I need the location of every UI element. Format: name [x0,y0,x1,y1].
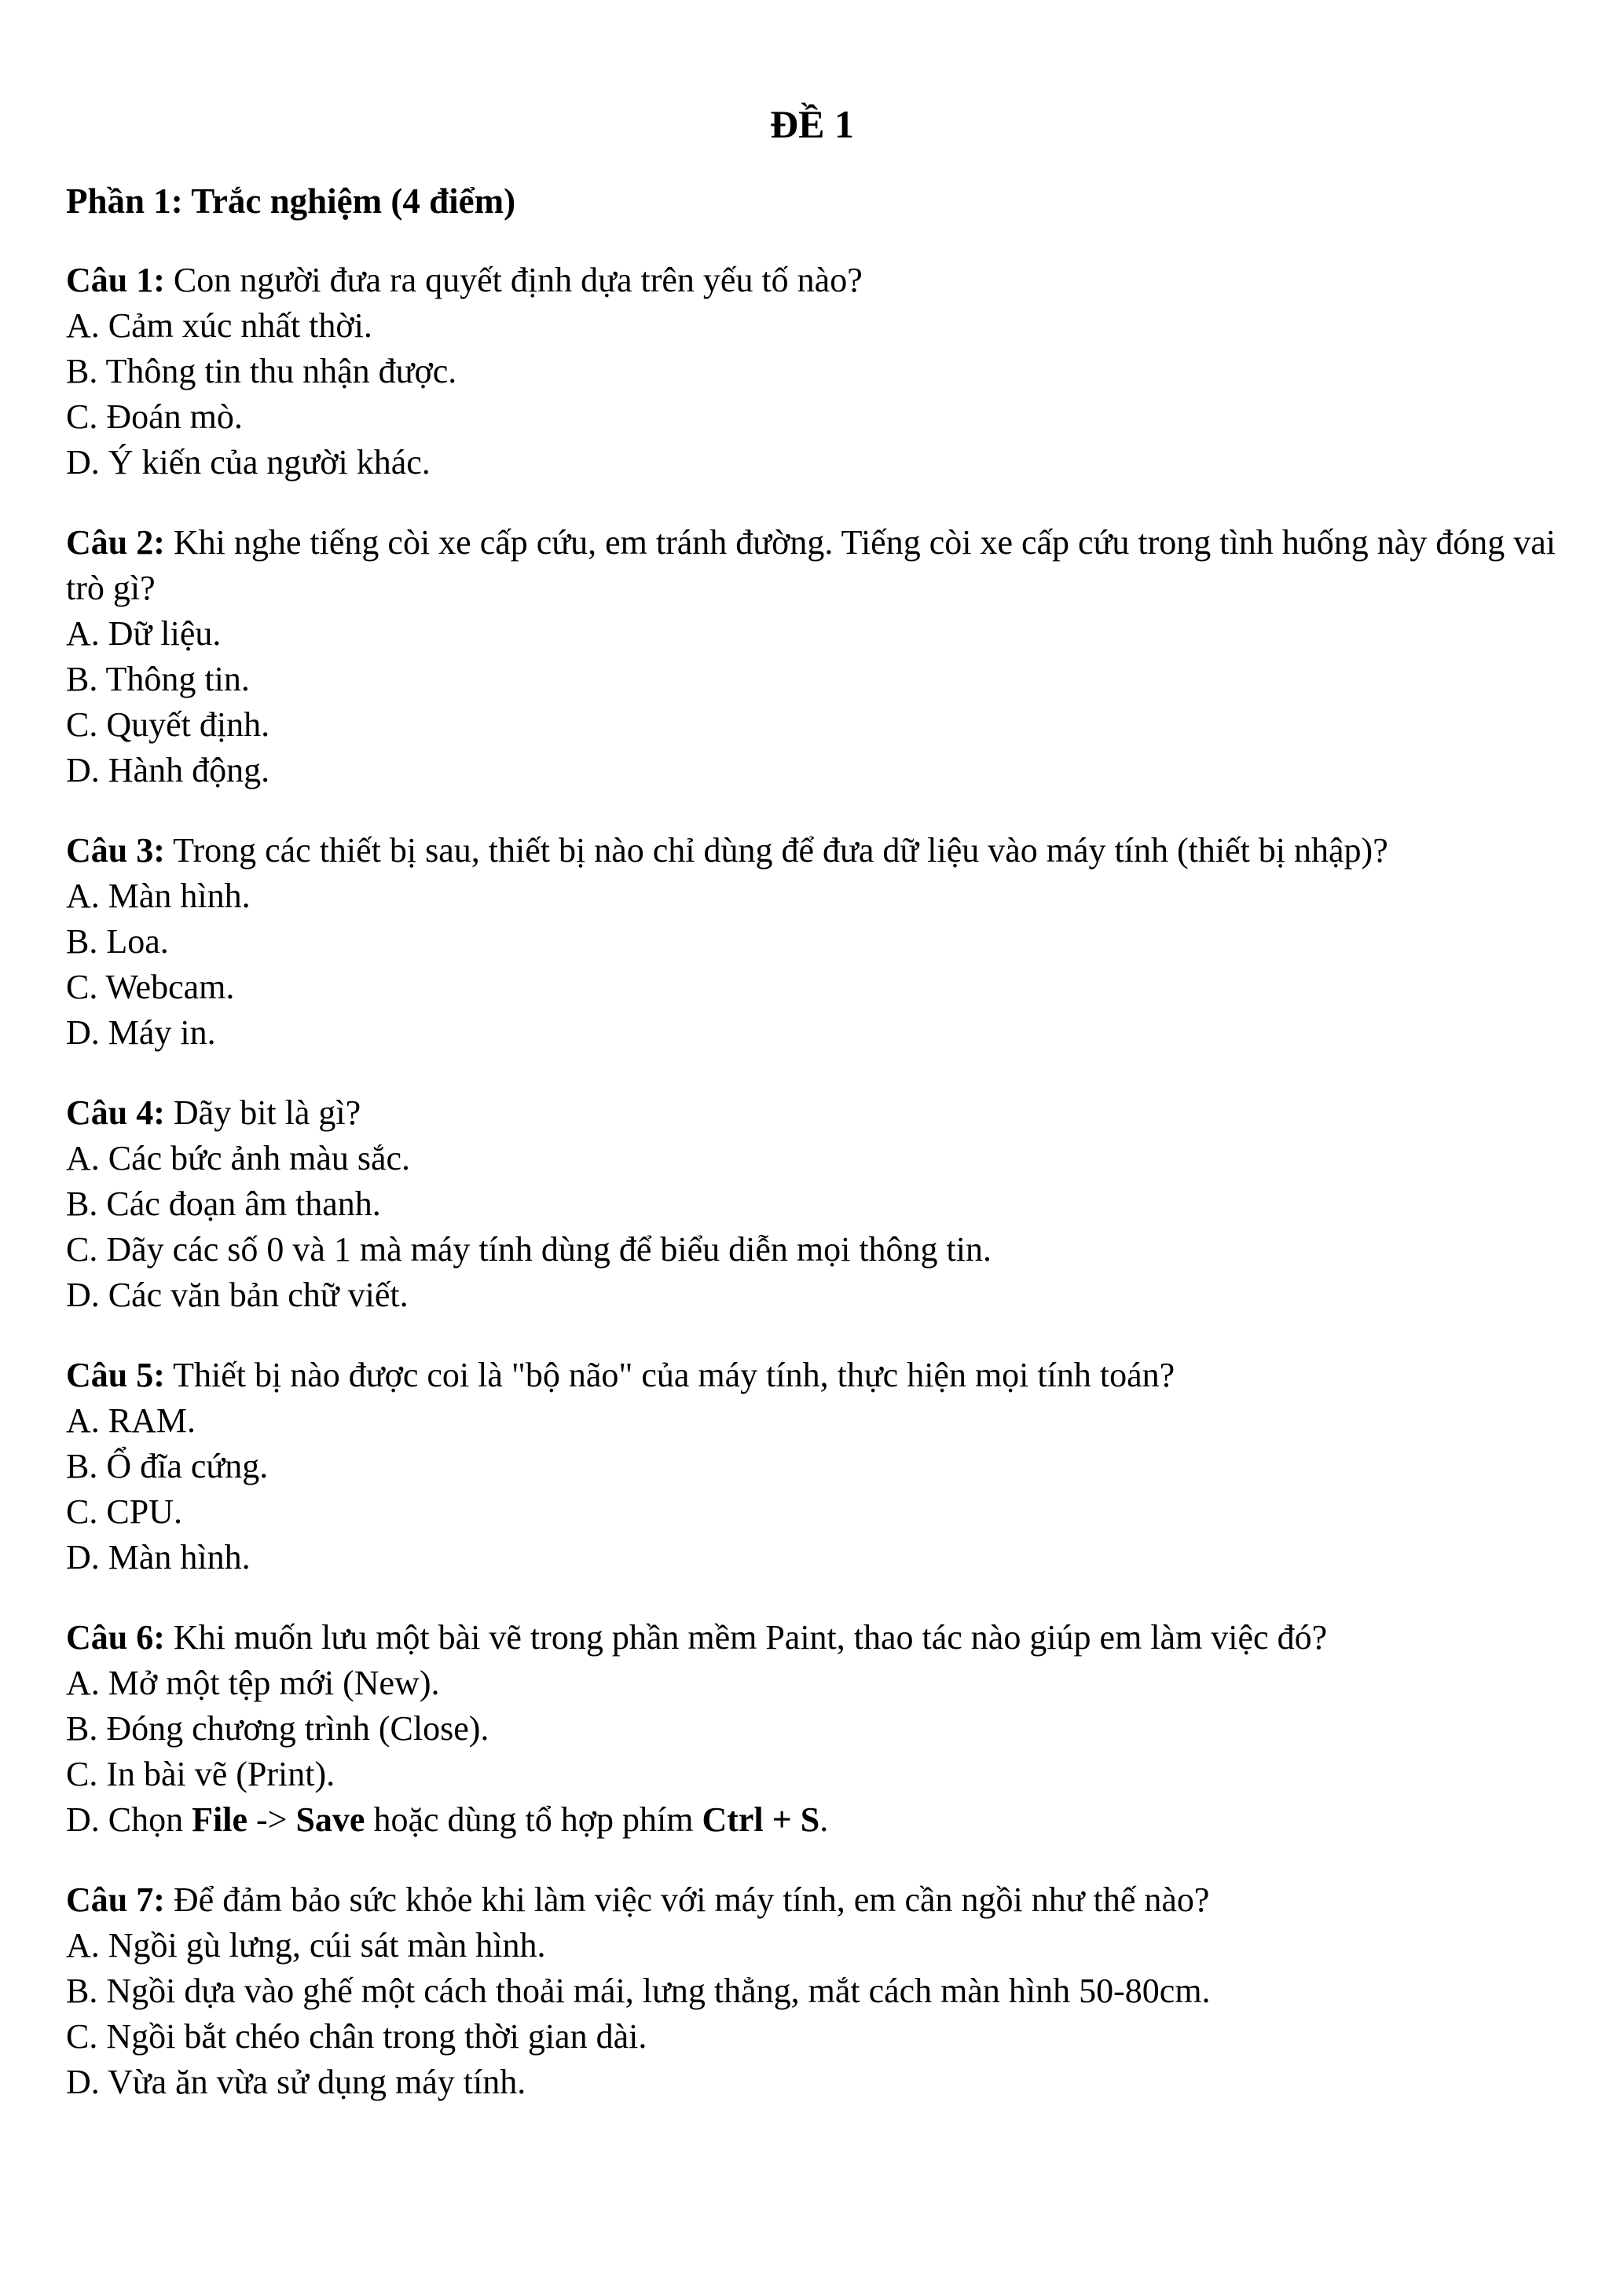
option-line: A. Cảm xúc nhất thời. [66,306,372,345]
option-line: D. Máy in. [66,1013,216,1052]
question-body: Trong các thiết bị sau, thiết bị nào chỉ dùng để đưa dữ liệu vào máy tính (thiết bị nhập)? [173,831,1388,870]
option-line-rich [66,1797,1558,1843]
question-label: Câu 4: [66,1093,165,1132]
question-body: Con người đưa ra quyết định dựa trên yếu tố nào? [173,261,863,299]
question-block-1 [66,258,1558,485]
option-line: B. Thông tin thu nhận được. [66,352,457,390]
question-body: Khi muốn lưu một bài vẽ trong phần mềm Paint, thao tác nào giúp em làm việc đó? [173,1618,1328,1657]
option-segment-bold: Save [295,1800,365,1839]
option-line: C. In bài vẽ (Print). [66,1755,335,1793]
option-line: A. RAM. [66,1401,196,1440]
option-segment: hoặc dùng tổ hợp phím [365,1800,702,1839]
option-line: A. Mở một tệp mới (New). [66,1664,440,1702]
option-line: D. Các văn bản chữ viết. [66,1276,409,1314]
question-block-7 [66,1877,1558,2105]
question-text [66,258,1558,303]
option-line: B. Đóng chương trình (Close). [66,1709,489,1748]
option-line: C. Quyết định. [66,705,270,744]
option-segment-bold: File [192,1800,247,1839]
option-line: B. Ổ đĩa cứng. [66,1447,269,1485]
option-line: C. Webcam. [66,968,235,1006]
option-line: A. Dữ liệu. [66,614,222,653]
option-line: C. CPU. [66,1492,182,1531]
option-segment-bold: Ctrl + S [702,1800,820,1839]
question-text [66,1615,1558,1661]
question-text [66,1353,1558,1398]
question-label: Câu 6: [66,1618,165,1657]
option-line: C. Ngồi bắt chéo chân trong thời gian dài. [66,2017,647,2056]
document-title: ĐỀ 1 [770,102,854,146]
option-line: A. Ngồi gù lưng, cúi sát màn hình. [66,1926,546,1965]
question-body: Thiết bị nào được coi là "bộ não" của máy tính, thực hiện mọi tính toán? [173,1356,1175,1394]
question-label: Câu 1: [66,261,165,299]
question-block-3 [66,828,1558,1056]
question-body: Để đảm bảo sức khỏe khi làm việc với máy tính, em cần ngồi như thế nào? [173,1880,1210,1919]
question-text [66,520,1558,611]
option-line: D. Màn hình. [66,1538,251,1576]
option-line: A. Màn hình. [66,877,251,915]
question-label: Câu 7: [66,1880,165,1919]
question-text [66,1090,1558,1136]
question-block-2 [66,520,1558,793]
question-label: Câu 2: [66,523,165,562]
section-heading: Phần 1: Trắc nghiệm (4 điểm) [66,181,516,221]
question-block-5 [66,1353,1558,1580]
question-label: Câu 5: [66,1356,165,1394]
question-block-6 [66,1615,1558,1843]
question-body: Khi nghe tiếng còi xe cấp cứu, em tránh đường. Tiếng còi xe cấp cứu trong tình huống này đóng vai trò gì? [66,523,1556,607]
question-label: Câu 3: [66,831,165,870]
question-body: Dãy bit là gì? [173,1093,361,1132]
question-block-4 [66,1090,1558,1318]
option-segment: -> [247,1800,296,1839]
question-text [66,1877,1558,1923]
option-line: B. Thông tin. [66,660,250,698]
option-line: D. Vừa ăn vừa sử dụng máy tính. [66,2063,526,2101]
option-line: A. Các bức ảnh màu sắc. [66,1139,411,1177]
option-segment: D. Chọn [66,1800,192,1839]
option-line: B. Loa. [66,922,169,961]
option-segment: . [819,1800,829,1839]
option-line: B. Các đoạn âm thanh. [66,1185,381,1223]
option-line: B. Ngồi dựa vào ghế một cách thoải mái, lưng thẳng, mắt cách màn hình 50-80cm. [66,1972,1211,2010]
question-text [66,828,1558,873]
option-line: C. Dãy các số 0 và 1 mà máy tính dùng để biểu diễn mọi thông tin. [66,1230,992,1269]
option-line: D. Ý kiến của người khác. [66,443,431,482]
option-line: C. Đoán mò. [66,397,243,436]
option-line: D. Hành động. [66,751,270,789]
